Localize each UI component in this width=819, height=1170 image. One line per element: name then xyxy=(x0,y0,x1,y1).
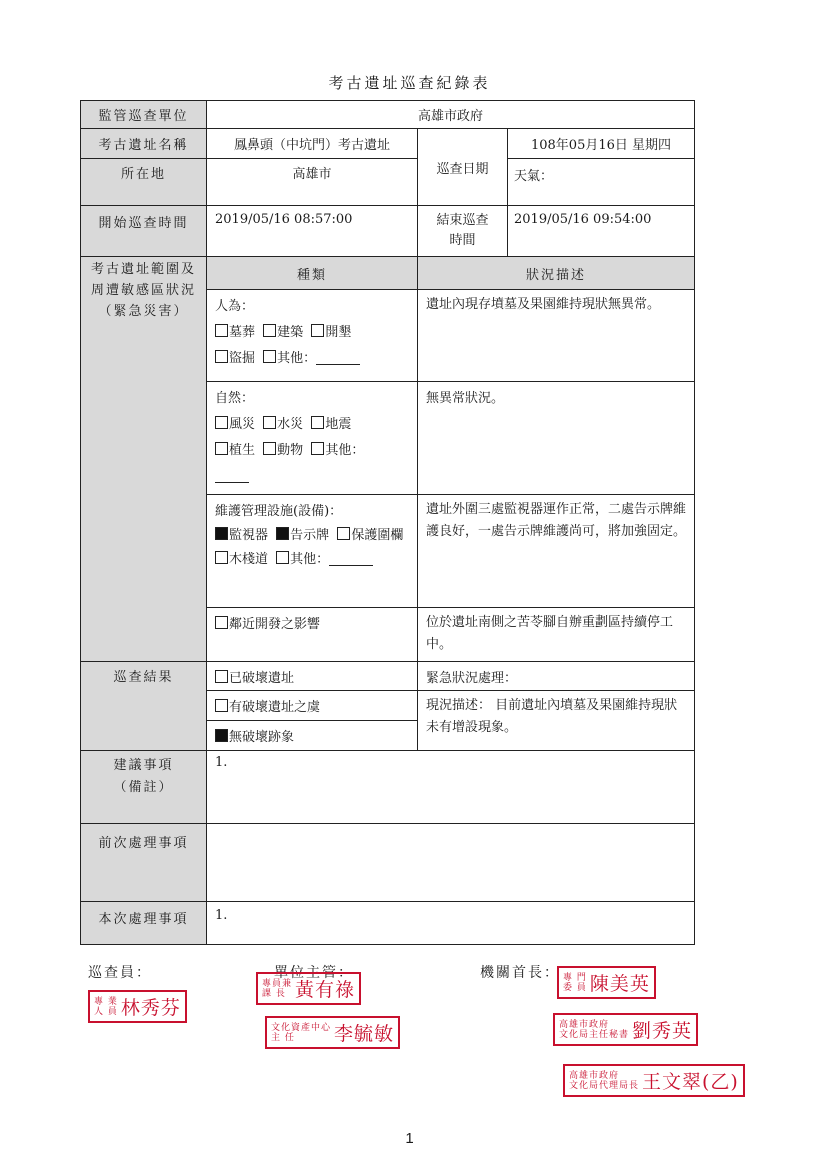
stamp-inspector-title-2: 人 員 xyxy=(94,1006,118,1017)
result-destroyed-checkbox[interactable] xyxy=(215,670,228,683)
result-risk-cell xyxy=(207,691,418,721)
facility-sign-label: 告示牌 xyxy=(290,528,330,543)
result-risk-checkbox[interactable] xyxy=(215,699,228,712)
human-building-label: 建築 xyxy=(277,325,304,340)
stamp-head-1-name: 陳美英 xyxy=(589,973,650,995)
human-description: 遺址內現存墳墓及果園維持現狀無異常。 xyxy=(418,290,695,382)
nearby-dev-checkbox[interactable] xyxy=(215,616,228,629)
date-value: 108年05月16日 星期四 xyxy=(508,129,695,159)
human-other-label: 其他： xyxy=(277,351,317,366)
result-label: 巡查結果 xyxy=(81,662,207,751)
stamp-head-1 xyxy=(557,966,656,999)
stamp-head-2-name: 劉秀英 xyxy=(632,1020,693,1042)
status-label xyxy=(81,257,207,662)
weather-label: 天氣： xyxy=(508,159,695,206)
human-heading: 人為： xyxy=(215,299,255,314)
result-destroyed-label: 已破壞遺址 xyxy=(229,670,295,686)
result-none-checkbox[interactable] xyxy=(215,729,228,742)
human-reclaim-checkbox[interactable] xyxy=(311,324,324,337)
stamp-supervisor-1-name: 黃有祿 xyxy=(295,979,356,1001)
human-looting-checkbox[interactable] xyxy=(215,350,228,363)
stamp-supervisor-2-title-1: 文化資產中心 xyxy=(271,1022,332,1033)
natural-other-label: 其他： xyxy=(325,443,365,458)
human-reclaim-label: 開墾 xyxy=(325,325,352,340)
facility-other-blank[interactable] xyxy=(329,551,373,566)
stamp-head-3-title-2: 文化局代理局長 xyxy=(569,1080,640,1091)
human-burial-label: 墓葬 xyxy=(229,325,256,340)
suggestion-label-line2: （備註） xyxy=(113,780,174,795)
start-time-value: 2019/05/16 08:57:00 xyxy=(207,206,418,257)
location-label: 所在地 xyxy=(81,159,207,206)
human-building-checkbox[interactable] xyxy=(263,324,276,337)
facility-boardwalk-checkbox[interactable] xyxy=(215,551,228,564)
location-value: 高雄市 xyxy=(207,159,418,206)
site-name-value: 鳳鼻頭（中坑門）考古遺址 xyxy=(207,129,418,159)
natural-plant-checkbox[interactable] xyxy=(215,442,228,455)
stamp-head-1-title-1: 專 門 xyxy=(563,972,587,983)
suggestion-label xyxy=(81,751,207,824)
date-label: 巡查日期 xyxy=(418,129,508,206)
stamp-head-2-title-1: 高雄市政府 xyxy=(559,1019,610,1030)
form-title: 考古遺址巡查紀錄表 xyxy=(328,74,491,92)
nearby-dev-label: 鄰近開發之影響 xyxy=(229,617,321,632)
natural-wind-checkbox[interactable] xyxy=(215,416,228,429)
result-none-cell xyxy=(207,721,418,751)
human-other-blank[interactable] xyxy=(316,350,360,365)
human-looting-label: 盜掘 xyxy=(229,351,256,366)
human-burial-checkbox[interactable] xyxy=(215,324,228,337)
end-time-label-line1: 結束巡查 xyxy=(436,213,489,228)
natural-description: 無異常狀況。 xyxy=(418,382,695,495)
current-actions-value: 1. xyxy=(207,902,695,945)
end-time-label-line2: 時間 xyxy=(449,233,476,248)
natural-cell xyxy=(207,382,418,495)
stamp-head-3-name: 王文翠(乙) xyxy=(642,1071,739,1093)
facility-cell xyxy=(207,495,418,608)
natural-animal-label: 動物 xyxy=(277,443,304,458)
natural-wind-label: 風災 xyxy=(229,417,256,432)
facility-description: 遺址外圍三處監視器運作正常，二處告示牌維護良好，一處告示牌維護尚可，將加強固定。 xyxy=(418,495,695,608)
patrol-record-table xyxy=(80,100,695,945)
site-name-label: 考古遺址名稱 xyxy=(81,129,207,159)
stamp-head-2 xyxy=(553,1013,698,1046)
page-number: 1 xyxy=(405,1130,414,1147)
result-none-label: 無破壞跡象 xyxy=(229,730,295,745)
natural-quake-checkbox[interactable] xyxy=(311,416,324,429)
facility-fence-checkbox[interactable] xyxy=(337,527,350,540)
stamp-supervisor-1 xyxy=(256,972,361,1005)
supervisor-label: 單位主管： xyxy=(274,965,354,981)
description-column-header: 狀況描述 xyxy=(418,257,695,290)
natural-heading: 自然： xyxy=(215,391,255,406)
human-cell xyxy=(207,290,418,382)
status-label-line1: 考古遺址範圍及 xyxy=(90,262,196,277)
type-column-header: 種類 xyxy=(207,257,418,290)
unit-label: 監管巡查單位 xyxy=(81,101,207,129)
previous-actions-value xyxy=(207,824,695,902)
stamp-supervisor-2-title-2: 主 任 xyxy=(271,1032,295,1043)
natural-animal-checkbox[interactable] xyxy=(263,442,276,455)
natural-other-blank[interactable] xyxy=(215,468,249,483)
stamp-head-3 xyxy=(563,1064,745,1097)
stamp-inspector-name: 林秀芬 xyxy=(120,997,181,1019)
stamp-supervisor-1-title-2: 課 長 xyxy=(262,988,286,999)
stamp-supervisor-1-title-1: 專員兼 xyxy=(262,978,293,989)
natural-quake-label: 地震 xyxy=(325,417,352,432)
facility-boardwalk-label: 木棧道 xyxy=(229,552,269,567)
facility-camera-label: 監視器 xyxy=(229,528,269,543)
facility-heading: 維護管理設施(設備)： xyxy=(215,504,343,519)
suggestion-value: 1. xyxy=(207,751,695,824)
result-risk-label: 有破壞遺址之虞 xyxy=(229,700,321,715)
stamp-inspector xyxy=(88,990,187,1023)
inspector-label: 巡查員： xyxy=(88,965,152,981)
natural-flood-label: 水災 xyxy=(277,417,304,432)
stamp-head-3-title-1: 高雄市政府 xyxy=(569,1070,620,1081)
result-destroyed-cell xyxy=(207,662,418,691)
nearby-cell xyxy=(207,608,418,662)
current-status-description: 現況描述： 目前遺址內墳墓及果園維持現狀未有增設現象。 xyxy=(418,691,695,751)
status-label-line2: 周遭敏感區狀況 xyxy=(90,283,196,298)
human-other-checkbox[interactable] xyxy=(263,350,276,363)
natural-other-checkbox[interactable] xyxy=(311,442,324,455)
previous-actions-label: 前次處理事項 xyxy=(81,824,207,902)
nearby-description: 位於遺址南側之苦苓腳自辦重劃區持續停工中。 xyxy=(418,608,695,662)
end-time-label xyxy=(418,206,508,257)
emergency-label: 緊急狀況處理： xyxy=(418,662,695,691)
stamp-supervisor-2-name: 李毓敏 xyxy=(334,1023,395,1045)
end-time-value: 2019/05/16 09:54:00 xyxy=(508,206,695,257)
stamp-supervisor-2 xyxy=(265,1016,400,1049)
stamp-head-1-title-2: 委 員 xyxy=(563,982,587,993)
suggestion-label-line1: 建議事項 xyxy=(113,758,174,773)
facility-other-label: 其他： xyxy=(290,552,330,567)
start-time-label: 開始巡查時間 xyxy=(81,206,207,257)
natural-plant-label: 植生 xyxy=(229,443,256,458)
current-actions-label: 本次處理事項 xyxy=(81,902,207,945)
facility-camera-checkbox[interactable] xyxy=(215,527,228,540)
unit-value: 高雄市政府 xyxy=(207,101,695,129)
head-label: 機關首長： xyxy=(480,965,560,981)
stamp-inspector-title-1: 專 業 xyxy=(94,996,118,1007)
facility-other-checkbox[interactable] xyxy=(276,551,289,564)
facility-fence-label: 保護圍欄 xyxy=(351,528,404,543)
natural-flood-checkbox[interactable] xyxy=(263,416,276,429)
facility-sign-checkbox[interactable] xyxy=(276,527,289,540)
status-label-line3: （緊急災害） xyxy=(98,304,189,319)
stamp-head-2-title-2: 文化局主任秘書 xyxy=(559,1029,630,1040)
